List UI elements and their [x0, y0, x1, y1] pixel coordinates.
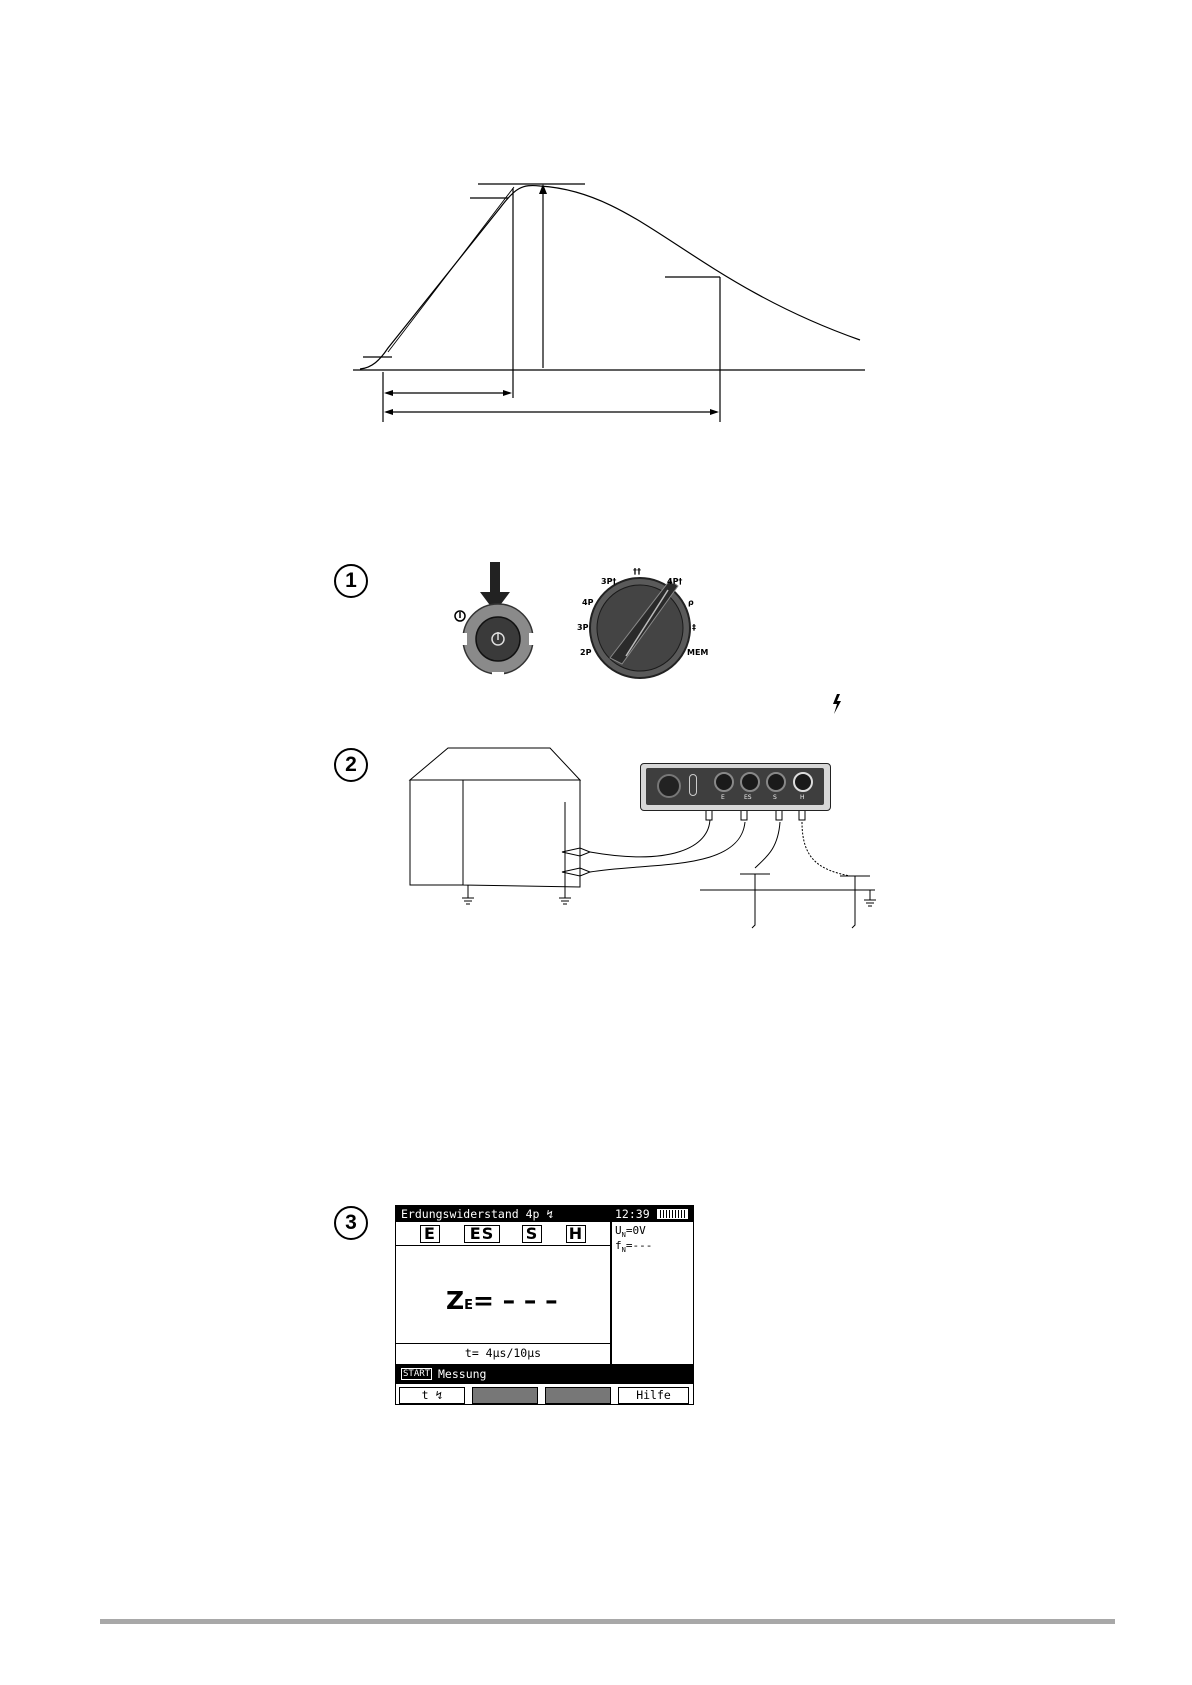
start-key-label: START [403, 1369, 431, 1379]
building-side [463, 780, 580, 887]
lcd-clock-area [612, 1206, 693, 1222]
softkey-3[interactable] [545, 1387, 611, 1404]
building-roof [410, 748, 580, 780]
lightning-icon [831, 694, 843, 714]
lcd-title: Erdungswiderstand 4p ↯ [401, 1207, 554, 1221]
lcd-terminal-row [396, 1222, 610, 1246]
step-number-1: 1 [334, 564, 368, 598]
switch-pos-4p-clamp: 4P† [667, 577, 683, 586]
switch-pos-two-clamps: †† [633, 567, 641, 576]
softkey-help[interactable]: Hilfe [618, 1387, 689, 1404]
switch-pos-settings: ‡ [692, 623, 696, 632]
lcd-terminal-e: E [420, 1225, 440, 1243]
switch-pos-2p: 2P [580, 648, 592, 657]
cable-e [590, 818, 710, 857]
switch-pos-4p: 4P [582, 598, 594, 607]
socket-es [740, 772, 760, 792]
softkey-impulse[interactable]: t ↯ [399, 1387, 465, 1404]
impulse-waveform-diagram [0, 0, 1192, 440]
impulse-curve [360, 186, 860, 369]
clamp-socket [657, 774, 681, 798]
power-button-illustration [445, 560, 545, 680]
lcd-terminal-es: ES [464, 1225, 500, 1243]
terminal-label-es: ES [744, 794, 752, 801]
lcd-result: ZE= – – – [446, 1286, 558, 1315]
clamp-icon [689, 774, 697, 796]
footer-rule [100, 1619, 1115, 1624]
step-number-3: 3 [334, 1206, 368, 1240]
rotary-switch [570, 560, 715, 680]
socket-h [793, 772, 813, 792]
step-number-2: 2 [334, 748, 368, 782]
switch-pos-rho: ρ [688, 598, 694, 607]
lcd-terminal-s: S [522, 1225, 542, 1243]
lcd-terminal-h: H [566, 1225, 586, 1243]
lcd-frequency-readout: $f_N=---$ [615, 1239, 653, 1255]
terminal-label-s: S [773, 794, 777, 801]
socket-s [766, 772, 786, 792]
building-front [410, 780, 463, 885]
lcd-voltage-readout: $U_N=0V$ [615, 1224, 646, 1240]
cable-s [755, 822, 780, 868]
instrument-panel [640, 763, 831, 811]
probe-s [740, 874, 770, 928]
battery-icon [657, 1209, 688, 1219]
switch-pos-3p-clamp: 3P† [601, 577, 617, 586]
status-label: Messung [438, 1367, 487, 1381]
softkey-2[interactable] [472, 1387, 538, 1404]
switch-pos-3p: 3P [577, 623, 589, 632]
lcd-title-bar [396, 1206, 610, 1222]
switch-pos-mem: MEM [687, 648, 709, 657]
probe-h [840, 876, 870, 928]
lcd-status-bar [396, 1364, 693, 1384]
front-tangent [388, 187, 514, 352]
terminal-label-e: E [721, 794, 725, 801]
cable-es [590, 822, 745, 872]
lcd-impulse-time: t= 4µs/10µs [396, 1343, 610, 1364]
socket-e [714, 772, 734, 792]
lcd-clock: 12:39 [615, 1207, 650, 1221]
cable-h [802, 822, 850, 876]
terminal-label-h: H [800, 794, 805, 801]
lcd-screen [395, 1205, 694, 1405]
